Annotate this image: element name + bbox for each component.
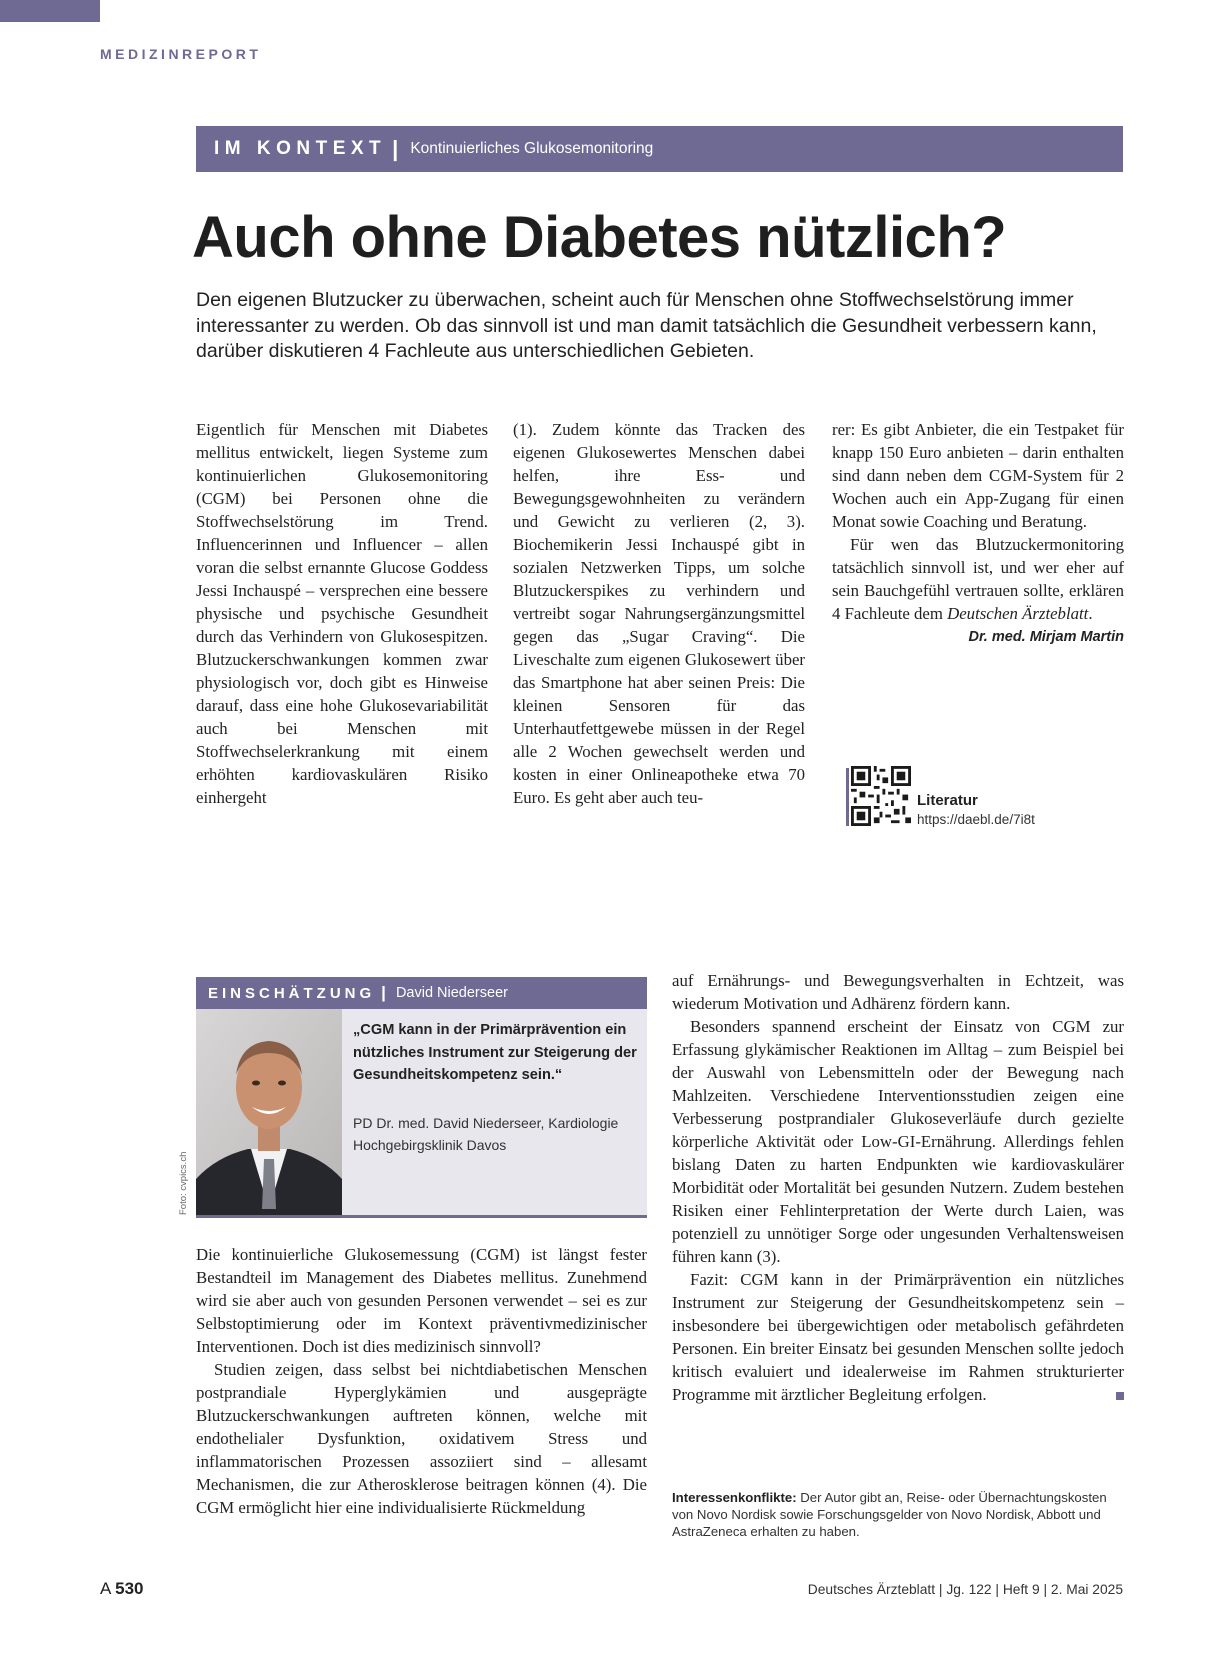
intro-col3-p2-end: . [1088, 604, 1093, 623]
literature-link[interactable]: https://daebl.de/7i8t [917, 812, 1035, 827]
conflicts-text: Der Autor gibt an, Reise- oder Übernachtungskosten von Novo Nordisk sowie Forschungsgelder von Novo Nordisk, Abbott und AstraZeneca erhalten zu haben. [672, 1490, 1107, 1539]
intro-col3-p2 [832, 533, 1124, 625]
conflicts-of-interest [672, 1489, 1124, 1540]
end-mark-icon [1116, 1392, 1124, 1400]
einschaetzung-name: David Niederseer [395, 985, 508, 1001]
literature-label: Literatur [917, 792, 978, 809]
literature-rule [846, 768, 849, 826]
article-left-p2: Studien zeigen, dass selbst bei nichtdiabetischen Menschen postprandiale Hyperglykämien und ausgeprägte Blutzuckerschwankungen auftreten können, welche mit endothelialer Dysfunktion, oxidativem Stress und inflammatorischen Prozessen assoziiert sind – allesamt Mechanismen, die zur Atherosklerose beitragen können (4). Die CGM ermöglicht hier eine individualisierte Rückmeldung [196, 1360, 647, 1517]
expert-quote: „CGM kann in der Primärprävention ein nützliches Instrument zur Steigerung der Gesundheitskompetenz sein.“ [353, 1022, 637, 1083]
intro-author: Dr. med. Mirjam Martin [968, 629, 1124, 645]
einschaetzung-divider: | [381, 983, 386, 1002]
article-right-p3-wrap [672, 1268, 1124, 1406]
page-number [100, 1579, 144, 1599]
kontext-divider: | [392, 136, 399, 161]
einschaetzung-bar [196, 977, 647, 1009]
kontext-topic: Kontinuierliches Glukosemonitoring [410, 140, 654, 157]
intro-col3-p1: rer: Es gibt Anbieter, die ein Testpaket für knapp 150 Euro anbieten – darin enthalten sind dann neben dem CGM-System für 2 Wochen auch ein App-Zugang für einen Monat sowie Coaching und Beratung. [832, 420, 1124, 531]
intro-col3-p2-start: Für wen das Blutzuckermonitoring tatsächlich sinnvoll ist, und wer eher auf sein Bauchgefühl vertrauen sollte, erklären 4 Fachleute dem [832, 535, 1124, 623]
kontext-bar [196, 126, 1123, 172]
lead-paragraph: Den eigenen Blutzucker zu überwachen, scheint auch für Menschen ohne Stoffwechselstörung immer interessanter zu werden. Ob das sinnvoll ist und man damit tatsächlich die Gesundheit verbessern kann, darüber diskutieren 4 Fachleute aus unterschiedlichen Gebieten. [196, 289, 1097, 362]
article-left-column [196, 1243, 647, 1519]
conflicts-label: Interessenkonflikte: [672, 1490, 797, 1505]
corner-tab [0, 0, 100, 22]
article-right-p2: Besonders spannend erscheint der Einsatz von CGM zur Erfassung glykämischer Reaktionen im Alltag – zum Beispiel bei der Auswahl von Lebensmitteln oder der Bewegung nach Mahlzeiten. Verschiedene Interventionsstudien zeigen eine Verbesserung postprandialer Glukoseverläufe durch gezielte körperliche Aktivität oder Low-GI-Ernährung. Allerdings fehlen bislang Daten zu harten Endpunkten wie kardiovaskulärer Morbidität oder Mortalität bei gesunden Nutzern. Zudem bestehen Risiken einer Fehlinterpretation der Werte durch Laien, was potenziell zu unnötiger Sorge oder ungesunden Verhaltensweisen führen kann (3). [672, 1017, 1124, 1266]
journal-footer: Deutsches Ärzteblatt | Jg. 122 | Heft 9 | 2. Mai 2025 [807, 1582, 1123, 1597]
qr-code-icon[interactable] [851, 766, 911, 826]
einschaetzung-label: EINSCHÄTZUNG [208, 984, 376, 1002]
expert-credential-line-2: Hochgebirgsklinik Davos [353, 1137, 507, 1153]
page-number-value: 530 [115, 1579, 144, 1598]
kontext-label: IM KONTEXT [214, 138, 387, 159]
article-right-column [672, 969, 1124, 1406]
intro-column-2 [513, 418, 805, 809]
expert-credential-line-1: PD Dr. med. David Niederseer, Kardiologie [353, 1115, 619, 1131]
photo-credit: Foto: cvpics.ch [178, 1151, 189, 1215]
article-right-p3: Fazit: CGM kann in der Primärprävention ein nützliches Instrument zur Steigerung der Gesundheitskompetenz sein – insbesondere bei übergewichtigen oder metabolisch gefährdeten Personen. Ein breiter Einsatz bei gesunden Menschen sollte jedoch kritisch evaluiert und idealerweise im Rahmen strukturierter Programme mit ärztlicher Begleitung erfolgen. [672, 1270, 1124, 1404]
expert-credentials [353, 1112, 638, 1156]
intro-col2-text: (1). Zudem könnte das Tracken des eigenen Glukosewertes Menschen dabei helfen, ihre Ess- und Bewegungsgewohnheiten zu verändern und Gewicht zu verlieren (2, 3). Biochemikerin Jessi Inchauspé gibt in sozialen Netzwerken Tipps, um solche Blutzuckerspikes zu verhindern und vertreibt sogar Nahrungsergänzungsmittel gegen das „Sugar Craving“. Die Liveschalte zum eigenen Glukosewert über das Smartphone hat aber seinen Preis: Die kleinen Sensoren für das Unterhautfettgewebe müssen in der Regel alle 2 Wochen gewechselt werden und kosten in einer Onlineapotheke etwa 70 Euro. Es geht aber auch teu- [513, 420, 805, 807]
article-right-p1: auf Ernährungs- und Bewegungsverhalten in Echtzeit, was wiederum Motivation und Adhärenz fördern kann. [672, 971, 1124, 1013]
section-label: MEDIZINREPORT [100, 46, 262, 62]
page-prefix: A [100, 1579, 116, 1598]
headline: Auch ohne Diabetes nützlich? [192, 205, 1007, 270]
intro-column-1 [196, 418, 488, 809]
article-left-p1: Die kontinuierliche Glukosemessung (CGM) ist längst fester Bestandteil im Management des Diabetes mellitus. Zunehmend wird sie aber auch von gesunden Personen verwendet – sei es zur Selbstoptimierung oder im Kontext präventivmedizinischer Interventionen. Doch ist dies medizinisch sinnvoll? [196, 1245, 647, 1356]
journal-name: Deutschen Ärzteblatt [947, 604, 1089, 623]
author-portrait [196, 1009, 342, 1215]
intro-column-3 [832, 418, 1124, 649]
intro-col1-text: Eigentlich für Menschen mit Diabetes mellitus entwickelt, liegen Systeme zum kontinuierlichen Glukosemonitoring (CGM) bei Personen ohne die Stoffwechselstörung im Trend. Influencerinnen und Influencer – allen voran die selbst ernannte Glucose Goddess Jessi Inchauspé – versprechen eine bessere physische und psychische Gesundheit durch das Verhindern von Glukosespitzen. Blutzuckerschwankungen kommen zwar physiologisch vor, doch gibt es Hinweise darauf, dass eine hohe Glukosevariabilität auch bei Menschen mit Stoffwechselerkrankung mit einem erhöhten kardiovaskulären Risiko einhergeht [196, 420, 488, 807]
